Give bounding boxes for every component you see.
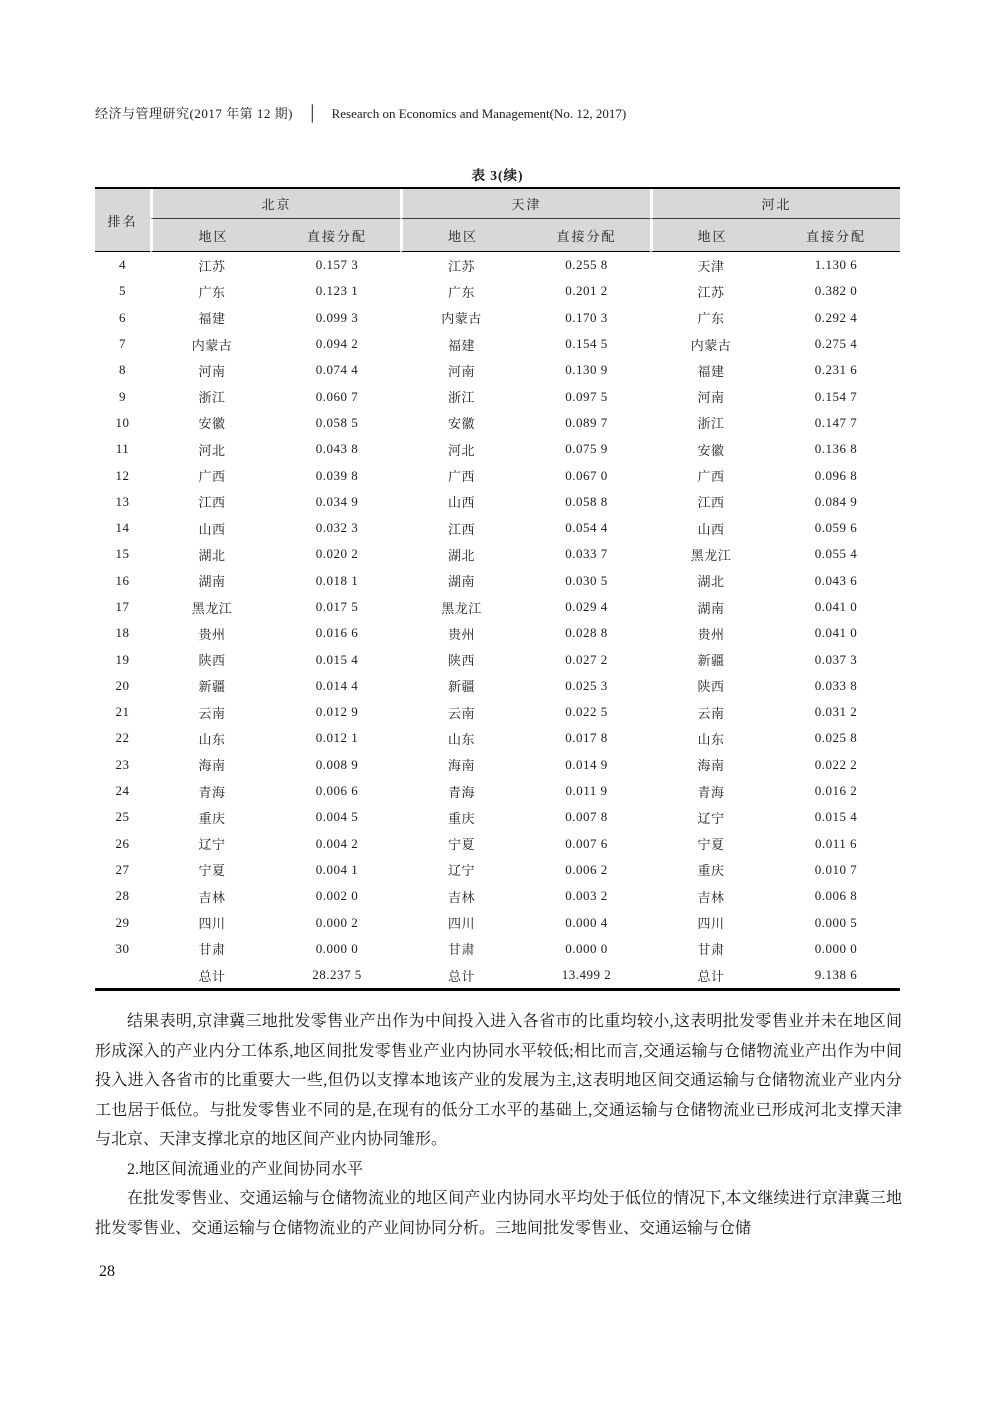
value-cell: 0.033 8 — [772, 673, 900, 699]
value-cell: 0.147 7 — [772, 410, 900, 436]
header-separator: │ — [306, 106, 318, 122]
rank-cell: 7 — [95, 331, 150, 357]
page-number: 28 — [99, 1263, 115, 1280]
paragraph-analysis: 在批发零售业、交通运输与仓储物流业的地区间产业内协同水平均处于低位的情况下,本文继续进行京津冀三地批发零售业、交通运输与仓储物流业的产业间协同分析。三地间批发零售业、交通运输与仓储 — [95, 1190, 902, 1237]
region-cell: 湖南 — [400, 568, 523, 594]
allocation-header-tianjin: 直接分配 — [523, 219, 650, 252]
value-cell: 0.054 4 — [523, 515, 650, 541]
value-cell: 0.029 4 — [523, 594, 650, 620]
table-row — [95, 620, 900, 646]
region-cell: 海南 — [650, 752, 772, 778]
value-cell: 0.154 7 — [772, 383, 900, 409]
region-cell: 湖北 — [400, 541, 523, 567]
value-cell: 0.275 4 — [772, 331, 900, 357]
region-cell: 宁夏 — [150, 857, 274, 883]
table-row — [95, 541, 900, 567]
region-cell: 安徽 — [400, 410, 523, 436]
rank-cell: 26 — [95, 831, 150, 857]
region-cell: 贵州 — [650, 620, 772, 646]
value-cell: 0.006 8 — [772, 883, 900, 909]
value-cell: 0.099 3 — [274, 305, 400, 331]
value-cell: 0.007 6 — [523, 831, 650, 857]
region-cell: 海南 — [400, 752, 523, 778]
value-cell: 0.170 3 — [523, 305, 650, 331]
value-cell: 0.004 5 — [274, 804, 400, 830]
region-cell: 山东 — [150, 725, 274, 751]
region-cell: 安徽 — [650, 436, 772, 462]
value-cell: 0.000 0 — [523, 936, 650, 962]
rank-cell: 21 — [95, 699, 150, 725]
region-cell: 陕西 — [400, 646, 523, 672]
rank-cell: 12 — [95, 462, 150, 488]
value-cell: 0.096 8 — [772, 462, 900, 488]
table-row — [95, 278, 900, 304]
value-cell: 0.007 8 — [523, 804, 650, 830]
region-cell: 陕西 — [650, 673, 772, 699]
table-row — [95, 936, 900, 962]
value-cell: 0.015 4 — [772, 804, 900, 830]
region-cell: 青海 — [400, 778, 523, 804]
value-cell: 0.060 7 — [274, 383, 400, 409]
table-header — [95, 189, 900, 252]
rank-cell: 5 — [95, 278, 150, 304]
value-cell: 0.041 0 — [772, 594, 900, 620]
value-cell: 0.201 2 — [523, 278, 650, 304]
region-cell: 安徽 — [150, 410, 274, 436]
region-cell: 河南 — [650, 383, 772, 409]
region-cell: 江苏 — [150, 252, 274, 278]
region-cell: 吉林 — [150, 883, 274, 909]
value-cell: 0.067 0 — [523, 462, 650, 488]
table-row — [95, 594, 900, 620]
region-header-hebei: 地区 — [650, 219, 772, 252]
region-cell: 总计 — [150, 962, 274, 988]
table-row — [95, 909, 900, 935]
value-cell: 0.015 4 — [274, 646, 400, 672]
region-cell: 辽宁 — [400, 857, 523, 883]
region-cell: 山西 — [650, 515, 772, 541]
table-body — [95, 252, 900, 988]
table-row — [95, 725, 900, 751]
region-cell: 江西 — [150, 489, 274, 515]
value-cell: 0.012 9 — [274, 699, 400, 725]
group-header-beijing: 北京 — [150, 189, 400, 219]
rank-cell: 16 — [95, 568, 150, 594]
table-row — [95, 699, 900, 725]
value-cell: 0.025 8 — [772, 725, 900, 751]
value-cell: 0.255 8 — [523, 252, 650, 278]
rank-cell: 10 — [95, 410, 150, 436]
value-cell: 0.016 2 — [772, 778, 900, 804]
value-cell: 0.028 8 — [523, 620, 650, 646]
value-cell: 0.000 5 — [772, 909, 900, 935]
region-cell: 福建 — [150, 305, 274, 331]
region-cell: 江苏 — [400, 252, 523, 278]
value-cell: 0.043 6 — [772, 568, 900, 594]
rank-cell: 18 — [95, 620, 150, 646]
table-row — [95, 568, 900, 594]
table-row — [95, 646, 900, 672]
value-cell: 0.058 5 — [274, 410, 400, 436]
region-cell: 四川 — [150, 909, 274, 935]
region-cell: 湖南 — [150, 568, 274, 594]
value-cell: 0.000 2 — [274, 909, 400, 935]
region-cell: 河南 — [150, 357, 274, 383]
value-cell: 0.010 7 — [772, 857, 900, 883]
value-cell: 0.055 4 — [772, 541, 900, 567]
region-cell: 浙江 — [400, 383, 523, 409]
table-row — [95, 436, 900, 462]
region-header-beijing: 地区 — [150, 219, 274, 252]
rank-cell: 15 — [95, 541, 150, 567]
region-cell: 广西 — [400, 462, 523, 488]
value-cell: 0.000 4 — [523, 909, 650, 935]
value-cell: 0.031 2 — [772, 699, 900, 725]
rank-cell — [95, 962, 150, 988]
region-cell: 河北 — [150, 436, 274, 462]
value-cell: 0.059 6 — [772, 515, 900, 541]
value-cell: 0.020 2 — [274, 541, 400, 567]
region-cell: 湖南 — [650, 594, 772, 620]
region-cell: 江西 — [400, 515, 523, 541]
region-cell: 甘肃 — [650, 936, 772, 962]
region-cell: 新疆 — [150, 673, 274, 699]
value-cell: 0.017 8 — [523, 725, 650, 751]
region-cell: 广西 — [650, 462, 772, 488]
rank-cell: 22 — [95, 725, 150, 751]
rank-cell: 25 — [95, 804, 150, 830]
region-cell: 山东 — [400, 725, 523, 751]
region-cell: 湖北 — [650, 568, 772, 594]
region-cell: 广东 — [150, 278, 274, 304]
value-cell: 0.034 9 — [274, 489, 400, 515]
region-cell: 总计 — [400, 962, 523, 988]
rank-cell: 14 — [95, 515, 150, 541]
table-row — [95, 831, 900, 857]
body-text — [95, 1007, 902, 1243]
rank-cell: 24 — [95, 778, 150, 804]
region-cell: 吉林 — [400, 883, 523, 909]
region-cell: 甘肃 — [400, 936, 523, 962]
region-cell: 宁夏 — [400, 831, 523, 857]
region-cell: 吉林 — [650, 883, 772, 909]
value-cell: 9.138 6 — [772, 962, 900, 988]
total-row — [95, 962, 900, 988]
region-cell: 广东 — [650, 305, 772, 331]
value-cell: 0.006 6 — [274, 778, 400, 804]
region-cell: 浙江 — [150, 383, 274, 409]
value-cell: 0.041 0 — [772, 620, 900, 646]
value-cell: 0.000 0 — [772, 936, 900, 962]
journal-title-en: Research on Economics and Management(No. 12, 2017) — [331, 106, 627, 121]
table-row — [95, 410, 900, 436]
rank-cell: 29 — [95, 909, 150, 935]
region-cell: 海南 — [150, 752, 274, 778]
region-cell: 陕西 — [150, 646, 274, 672]
region-cell: 山西 — [150, 515, 274, 541]
value-cell: 0.130 9 — [523, 357, 650, 383]
rank-column-header: 排名 — [95, 189, 150, 252]
value-cell: 0.012 1 — [274, 725, 400, 751]
table-row — [95, 883, 900, 909]
table-row — [95, 489, 900, 515]
region-cell: 黑龙江 — [650, 541, 772, 567]
value-cell: 28.237 5 — [274, 962, 400, 988]
value-cell: 1.130 6 — [772, 252, 900, 278]
table-row — [95, 462, 900, 488]
sub-header-row — [95, 219, 900, 252]
region-cell: 青海 — [150, 778, 274, 804]
rank-cell: 4 — [95, 252, 150, 278]
value-cell: 0.000 0 — [274, 936, 400, 962]
table-row — [95, 331, 900, 357]
table-title: 表 3(续) — [471, 168, 524, 183]
value-cell: 0.004 1 — [274, 857, 400, 883]
value-cell: 0.022 2 — [772, 752, 900, 778]
region-cell: 新疆 — [650, 646, 772, 672]
table-row — [95, 357, 900, 383]
region-cell: 云南 — [150, 699, 274, 725]
value-cell: 0.018 1 — [274, 568, 400, 594]
rank-cell: 17 — [95, 594, 150, 620]
region-cell: 辽宁 — [150, 831, 274, 857]
region-cell: 重庆 — [400, 804, 523, 830]
region-cell: 黑龙江 — [150, 594, 274, 620]
region-cell: 河北 — [400, 436, 523, 462]
region-cell: 浙江 — [650, 410, 772, 436]
value-cell: 0.011 6 — [772, 831, 900, 857]
value-cell: 0.008 9 — [274, 752, 400, 778]
section-heading: 2.地区间流通业的产业间协同水平 — [127, 1160, 364, 1178]
region-cell: 四川 — [650, 909, 772, 935]
table-row — [95, 778, 900, 804]
value-cell: 0.089 7 — [523, 410, 650, 436]
table-row — [95, 252, 900, 278]
region-cell: 青海 — [650, 778, 772, 804]
region-cell: 广西 — [150, 462, 274, 488]
value-cell: 0.382 0 — [772, 278, 900, 304]
rank-cell: 11 — [95, 436, 150, 462]
table-row — [95, 673, 900, 699]
region-cell: 云南 — [400, 699, 523, 725]
table-row — [95, 305, 900, 331]
region-cell: 内蒙古 — [650, 331, 772, 357]
rank-cell: 9 — [95, 383, 150, 409]
table-row — [95, 383, 900, 409]
value-cell: 0.016 6 — [274, 620, 400, 646]
rank-cell: 13 — [95, 489, 150, 515]
region-cell: 内蒙古 — [150, 331, 274, 357]
region-cell: 贵州 — [150, 620, 274, 646]
value-cell: 0.017 5 — [274, 594, 400, 620]
journal-header — [95, 103, 905, 123]
region-cell: 重庆 — [150, 804, 274, 830]
table-row — [95, 804, 900, 830]
region-cell: 江苏 — [650, 278, 772, 304]
value-cell: 0.003 2 — [523, 883, 650, 909]
value-cell: 0.025 3 — [523, 673, 650, 699]
value-cell: 0.006 2 — [523, 857, 650, 883]
region-cell: 天津 — [650, 252, 772, 278]
rank-cell: 23 — [95, 752, 150, 778]
value-cell: 0.094 2 — [274, 331, 400, 357]
paragraph-results: 结果表明,京津冀三地批发零售业产出作为中间投入进入各省市的比重均较小,这表明批发零售业并未在地区间形成深入的产业内分工体系,地区间批发零售业产业内协同水平较低;相比而言,交通运输与仓储物流业产出作为中间投入进入各省市的比重要大一些,但仍以支撑本地该产业的发展为主,这表明地区间交通运输与仓储物流业产业内分工也居于低位。与批发零售业不同的是,在现有的低分工水平的基础上,交通运输与仓储物流业已形成河北支撑天津与北京、天津支撑北京的地区间产业内协同雏形。 — [95, 1013, 902, 1148]
group-header-hebei: 河北 — [650, 189, 900, 219]
value-cell: 0.074 4 — [274, 357, 400, 383]
region-cell: 广东 — [400, 278, 523, 304]
value-cell: 0.157 3 — [274, 252, 400, 278]
value-cell: 0.011 9 — [523, 778, 650, 804]
region-cell: 四川 — [400, 909, 523, 935]
value-cell: 0.027 2 — [523, 646, 650, 672]
rank-cell: 28 — [95, 883, 150, 909]
value-cell: 0.075 9 — [523, 436, 650, 462]
region-cell: 江西 — [650, 489, 772, 515]
rank-cell: 27 — [95, 857, 150, 883]
region-cell: 河南 — [400, 357, 523, 383]
value-cell: 0.154 5 — [523, 331, 650, 357]
region-cell: 总计 — [650, 962, 772, 988]
region-cell: 辽宁 — [650, 804, 772, 830]
table-row — [95, 857, 900, 883]
allocation-header-hebei: 直接分配 — [772, 219, 900, 252]
region-cell: 新疆 — [400, 673, 523, 699]
table-row — [95, 752, 900, 778]
rank-cell: 30 — [95, 936, 150, 962]
table-row — [95, 515, 900, 541]
region-cell: 福建 — [650, 357, 772, 383]
value-cell: 0.022 5 — [523, 699, 650, 725]
rank-cell: 20 — [95, 673, 150, 699]
region-cell: 贵州 — [400, 620, 523, 646]
value-cell: 0.039 8 — [274, 462, 400, 488]
value-cell: 13.499 2 — [523, 962, 650, 988]
value-cell: 0.032 3 — [274, 515, 400, 541]
region-cell: 云南 — [650, 699, 772, 725]
continued-table — [95, 187, 900, 991]
allocation-header-beijing: 直接分配 — [274, 219, 400, 252]
value-cell: 0.030 5 — [523, 568, 650, 594]
region-cell: 山西 — [400, 489, 523, 515]
value-cell: 0.002 0 — [274, 883, 400, 909]
value-cell: 0.231 6 — [772, 357, 900, 383]
value-cell: 0.136 8 — [772, 436, 900, 462]
group-header-row — [95, 189, 900, 219]
region-cell: 甘肃 — [150, 936, 274, 962]
value-cell: 0.033 7 — [523, 541, 650, 567]
region-cell: 山东 — [650, 725, 772, 751]
region-cell: 内蒙古 — [400, 305, 523, 331]
value-cell: 0.004 2 — [274, 831, 400, 857]
region-cell: 宁夏 — [650, 831, 772, 857]
journal-title-cn: 经济与管理研究(2017 年第 12 期) — [95, 106, 293, 121]
value-cell: 0.014 9 — [523, 752, 650, 778]
rank-cell: 8 — [95, 357, 150, 383]
rank-cell: 6 — [95, 305, 150, 331]
value-cell: 0.292 4 — [772, 305, 900, 331]
value-cell: 0.037 3 — [772, 646, 900, 672]
value-cell: 0.097 5 — [523, 383, 650, 409]
value-cell: 0.043 8 — [274, 436, 400, 462]
region-cell: 福建 — [400, 331, 523, 357]
value-cell: 0.014 4 — [274, 673, 400, 699]
value-cell: 0.123 1 — [274, 278, 400, 304]
region-cell: 湖北 — [150, 541, 274, 567]
region-header-tianjin: 地区 — [400, 219, 523, 252]
rank-cell: 19 — [95, 646, 150, 672]
value-cell: 0.084 9 — [772, 489, 900, 515]
group-header-tianjin: 天津 — [400, 189, 650, 219]
region-cell: 黑龙江 — [400, 594, 523, 620]
region-cell: 重庆 — [650, 857, 772, 883]
value-cell: 0.058 8 — [523, 489, 650, 515]
